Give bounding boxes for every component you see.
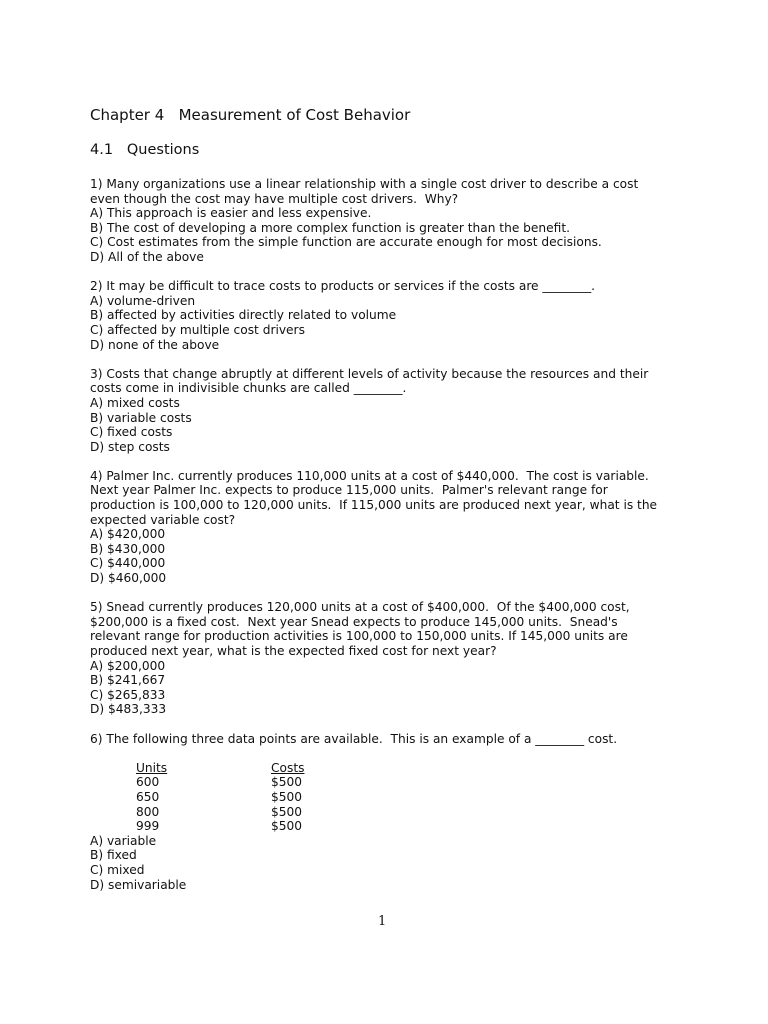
question-stem-line: expected variable cost? [90, 512, 236, 527]
answer-option: B) variable costs [90, 410, 192, 425]
answer-option: D) none of the above [90, 337, 220, 352]
units-header: Units [136, 760, 168, 775]
answer-option: A) $420,000 [90, 527, 166, 542]
question-stem-line: 2) It may be difficult to trace costs to products or services if the costs are ________. [90, 279, 596, 294]
question-stem-line: 3) Costs that change abruptly at different levels of activity because the resources and their [90, 366, 649, 381]
question-stem-line: 1) Many organizations use a linear relationship with a single cost driver to describe a cost [90, 177, 639, 191]
answer-option: D) step costs [90, 439, 170, 454]
question-list [90, 177, 690, 907]
answer-option: A) volume-driven [90, 293, 196, 308]
question-stem-line: costs come in indivisible chunks are called ________. [90, 381, 407, 396]
units-column [136, 761, 167, 834]
answer-option: C) affected by multiple cost drivers [90, 322, 305, 337]
costs-header: Costs [271, 760, 305, 775]
units-cell: 999 [136, 819, 160, 834]
question-6 [90, 732, 690, 893]
question-stem-line: produced next year, what is the expected fixed cost for next year? [90, 644, 497, 658]
question-stem-line: Next year Palmer Inc. expects to produce 115,000 units. Palmer's relevant range for [90, 483, 608, 498]
answer-option: D) semivariable [90, 877, 187, 892]
costs-cell: $500 [271, 775, 303, 790]
costs-cell: $500 [271, 819, 303, 834]
question-2 [90, 279, 690, 352]
answer-option: C) Cost estimates from the simple function are accurate enough for most decisions. [90, 235, 602, 250]
answer-option: D) All of the above [90, 249, 204, 264]
question-4 [90, 469, 690, 586]
question-stem-line: 6) The following three data points are available. This is an example of a ________ cost. [90, 731, 618, 746]
page-number: 1 [378, 914, 387, 929]
question-stem-line: 5) Snead currently produces 120,000 units at a cost of $400,000. Of the $400,000 cost, [90, 600, 630, 615]
answer-option: B) $430,000 [90, 541, 166, 556]
answer-option: B) $241,667 [90, 673, 166, 688]
units-cell: 650 [136, 789, 160, 804]
question-stem-line: relevant range for production activities is 100,000 to 150,000 units. If 145,000 units are [90, 629, 628, 644]
question-stem-line: even though the cost may have multiple cost drivers. Why? [90, 191, 459, 206]
answer-option: C) $265,833 [90, 687, 166, 702]
answer-option: B) The cost of developing a more complex function is greater than the benefit. [90, 220, 570, 235]
question-stem-line: production is 100,000 to 120,000 units. If 115,000 units are produced next year, what is the [90, 498, 658, 513]
units-cell: 600 [136, 775, 160, 790]
question-stem-line: 4) Palmer Inc. currently produces 110,000 units at a cost of $440,000. The cost is variable. [90, 468, 649, 483]
data-points-table [90, 761, 690, 834]
answer-option: A) This approach is easier and less expensive. [90, 206, 372, 221]
costs-cell: $500 [271, 804, 303, 819]
chapter-title: Chapter 4 Measurement of Cost Behavior [90, 106, 411, 124]
answer-option: C) mixed [90, 862, 145, 877]
answer-option: B) fixed [90, 848, 137, 863]
answer-option: A) $200,000 [90, 658, 166, 673]
costs-cell: $500 [271, 789, 303, 804]
answer-option: B) affected by activities directly related to volume [90, 308, 397, 323]
question-stem-line: $200,000 is a fixed cost. Next year Snead expects to produce 145,000 units. Snead's [90, 614, 618, 629]
answer-option: D) $483,333 [90, 702, 167, 717]
answer-option: D) $460,000 [90, 571, 167, 586]
question-1 [90, 177, 690, 265]
units-cell: 800 [136, 804, 160, 819]
answer-option: A) variable [90, 833, 157, 848]
question-5 [90, 600, 690, 717]
question-3 [90, 367, 690, 455]
costs-column [271, 761, 304, 834]
section-title: 4.1 Questions [90, 142, 200, 158]
answer-option: C) fixed costs [90, 425, 173, 440]
answer-option: C) $440,000 [90, 556, 166, 571]
answer-option: A) mixed costs [90, 395, 180, 410]
